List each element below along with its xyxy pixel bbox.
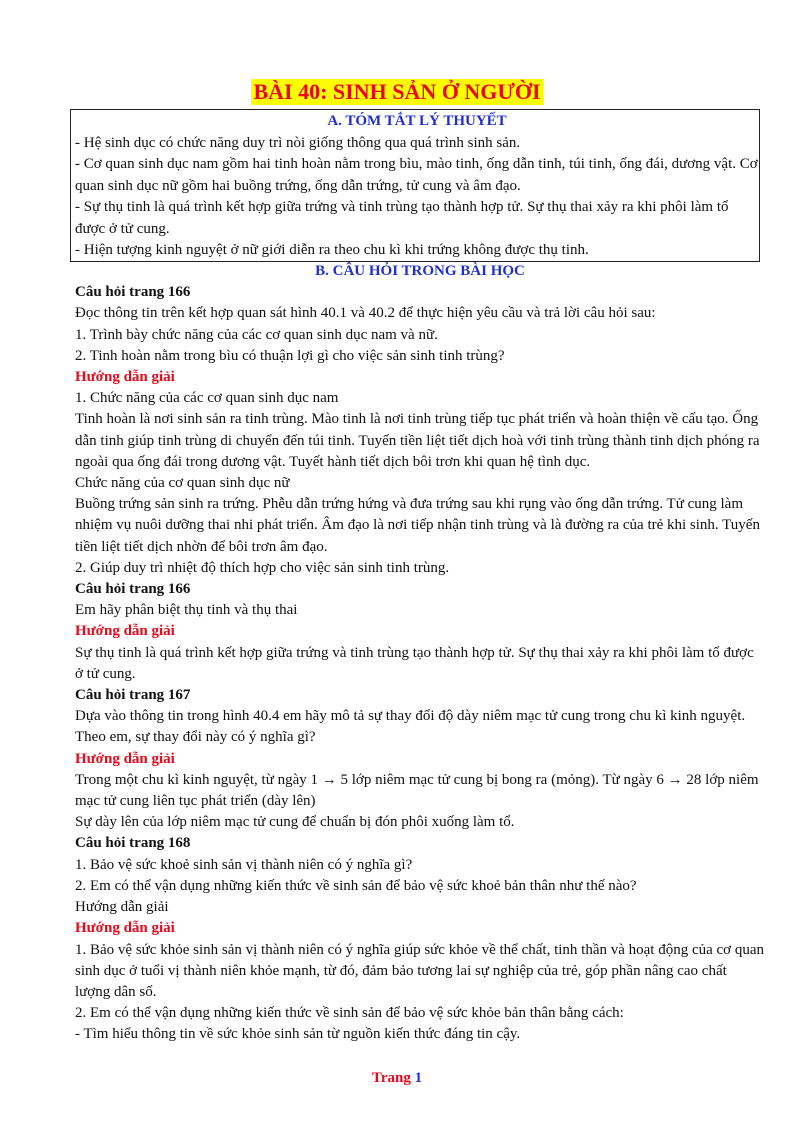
question-heading: Câu hỏi trang 166 (75, 284, 191, 301)
paragraph: Sự thụ tinh là quá trình kết hợp giữa trứng và tinh trùng tạo thành hợp tử. Sự thụ thai xảy ra khi phôi làm tổ được ở tử cung. (75, 644, 754, 682)
paragraph: Buồng trứng sản sinh ra trứng. Phễu dẫn trứng hứng và đưa trứng sau khi rụng vào ống dẫn trứng. Tử cung làm nhiệm vụ nuôi dưỡng thai nhi phát triển. Âm đạo là nơi tiếp nhận tinh trùng và là đường ra của trẻ khi sinh. Tuyến tiền liệt tiết dịch nhờn để bôi trơn âm đạo. (75, 496, 760, 555)
paragraph: 2. Giúp duy trì nhiệt độ thích hợp cho việc sản sinh tinh trùng. (75, 559, 450, 576)
paragraph: Tinh hoàn là nơi sinh sản ra tinh trùng. Mào tinh là nơi tinh trùng tiếp tục phát triển và hoàn thiện về cấu tạo. Ống dẫn tinh giúp tinh trùng di chuyển đến túi tinh. Tuyến tiền liệt tiết dịch hoà với tinh trùng thành tinh dịch phóng ra ngoài qua ống đái trong dương vật. Tuyết hành tiết dịch bôi trơn khi quan hệ tình dục. (75, 411, 760, 470)
summary-heading: A. TÓM TẮT LÝ THUYẾT (327, 113, 507, 129)
paragraph: - Tìm hiểu thông tin về sức khỏe sinh sản từ nguồn kiến thức đáng tin cậy. (75, 1026, 521, 1043)
question-heading: Câu hỏi trang 167 (75, 687, 191, 704)
paragraph: Dựa vào thông tin trong hình 40.4 em hãy mô tả sự thay đổi độ dày niêm mạc tử cung trong chu kì kinh nguyệt. Theo em, sự thay đổi này có ý nghĩa gì? (75, 708, 746, 746)
summary-box (70, 109, 760, 262)
paragraph: Em hãy phân biệt thụ tinh và thụ thai (75, 602, 298, 619)
title-wrapper (0, 79, 794, 105)
page-footer (0, 1070, 794, 1087)
footer-label: Trang (371, 1070, 411, 1086)
paragraph: 1. Trình bày chức năng của các cơ quan sinh dục nam và nữ. (75, 326, 438, 343)
paragraph: 2. Tinh hoàn nằm trong bìu có thuận lợi gì cho việc sản sinh tinh trùng? (75, 347, 505, 364)
paragraph: Đọc thông tin trên kết hợp quan sát hình 40.1 và 40.2 để thực hiện yêu cầu và trả lời câu hỏi sau: (75, 305, 656, 322)
paragraph: Chức năng của cơ quan sinh dục nữ (75, 475, 290, 492)
paragraph: 2. Em có thể vận dụng những kiến thức về sinh sản để bảo vệ sức khoẻ bản thân như thế nào? (75, 877, 637, 894)
paragraph: Sự dày lên của lớp niêm mạc tử cung để chuẩn bị đón phôi xuống làm tổ. (75, 814, 515, 831)
answer-heading: Hướng dẫn giải (75, 750, 175, 767)
page-number: 1 (414, 1070, 423, 1086)
summary-line: - Sự thụ tinh là quá trình kết hợp giữa trứng và tinh trùng tạo thành hợp tử. Sự thụ thai xảy ra khi phôi làm tổ được ở tử cung. (75, 199, 729, 237)
paragraph: Trong một chu kì kinh nguyệt, từ ngày 1 → 5 lớp niêm mạc tử cung bị bong ra (mỏng). Từ ngày 6 → 28 lớp niêm mạc tử cung liên tục phát triển (dày lên) (75, 771, 759, 810)
paragraph: 1. Bảo vệ sức khoẻ sinh sản vị thành niên có ý nghĩa gì? (75, 856, 413, 873)
question-heading: Câu hỏi trang 168 (75, 835, 191, 852)
summary-line: - Hiện tượng kinh nguyệt ở nữ giới diễn ra theo chu kì khi trứng không được thụ tinh. (75, 242, 589, 258)
lesson-questions (75, 261, 765, 1046)
paragraph: Hướng dẫn giải (75, 899, 169, 916)
question-heading: Câu hỏi trang 166 (75, 581, 191, 598)
answer-heading: Hướng dẫn giải (75, 920, 175, 937)
summary-line: - Hệ sinh dục có chức năng duy trì nòi giống thông qua quá trình sinh sản. (75, 134, 521, 151)
section-b-heading: B. CÂU HỎI TRONG BÀI HỌC (315, 263, 525, 279)
answer-heading: Hướng dẫn giải (75, 369, 175, 386)
paragraph: 1. Bảo vệ sức khỏe sinh sản vị thành niên có ý nghĩa giúp sức khỏe về thể chất, tinh thần và hoạt động của cơ quan sinh dục ở tuổi vị thành niên khỏe mạnh, từ đó, đảm bảo tương lai sự nghiệp của trẻ, góp phần nâng cao chất lượng dân số. (75, 941, 765, 1000)
summary-line: - Cơ quan sinh dục nam gồm hai tinh hoàn nằm trong bìu, mào tinh, ống dẫn tinh, túi tinh, ống đái, dương vật. Cơ quan sinh dục nữ gồm hai buồng trứng, ống dẫn trứng, tử cung và âm đạo. (75, 156, 758, 194)
paragraph: 1. Chức năng của các cơ quan sinh dục nam (75, 390, 339, 407)
question-blocks (75, 282, 765, 1045)
answer-heading: Hướng dẫn giải (75, 623, 175, 640)
page-title: BÀI 40: SINH SẢN Ở NGƯỜI (253, 79, 541, 104)
paragraph: 2. Em có thể vận dụng những kiến thức về sinh sản để bảo vệ sức khỏe bản thân bằng cách: (75, 1005, 624, 1022)
